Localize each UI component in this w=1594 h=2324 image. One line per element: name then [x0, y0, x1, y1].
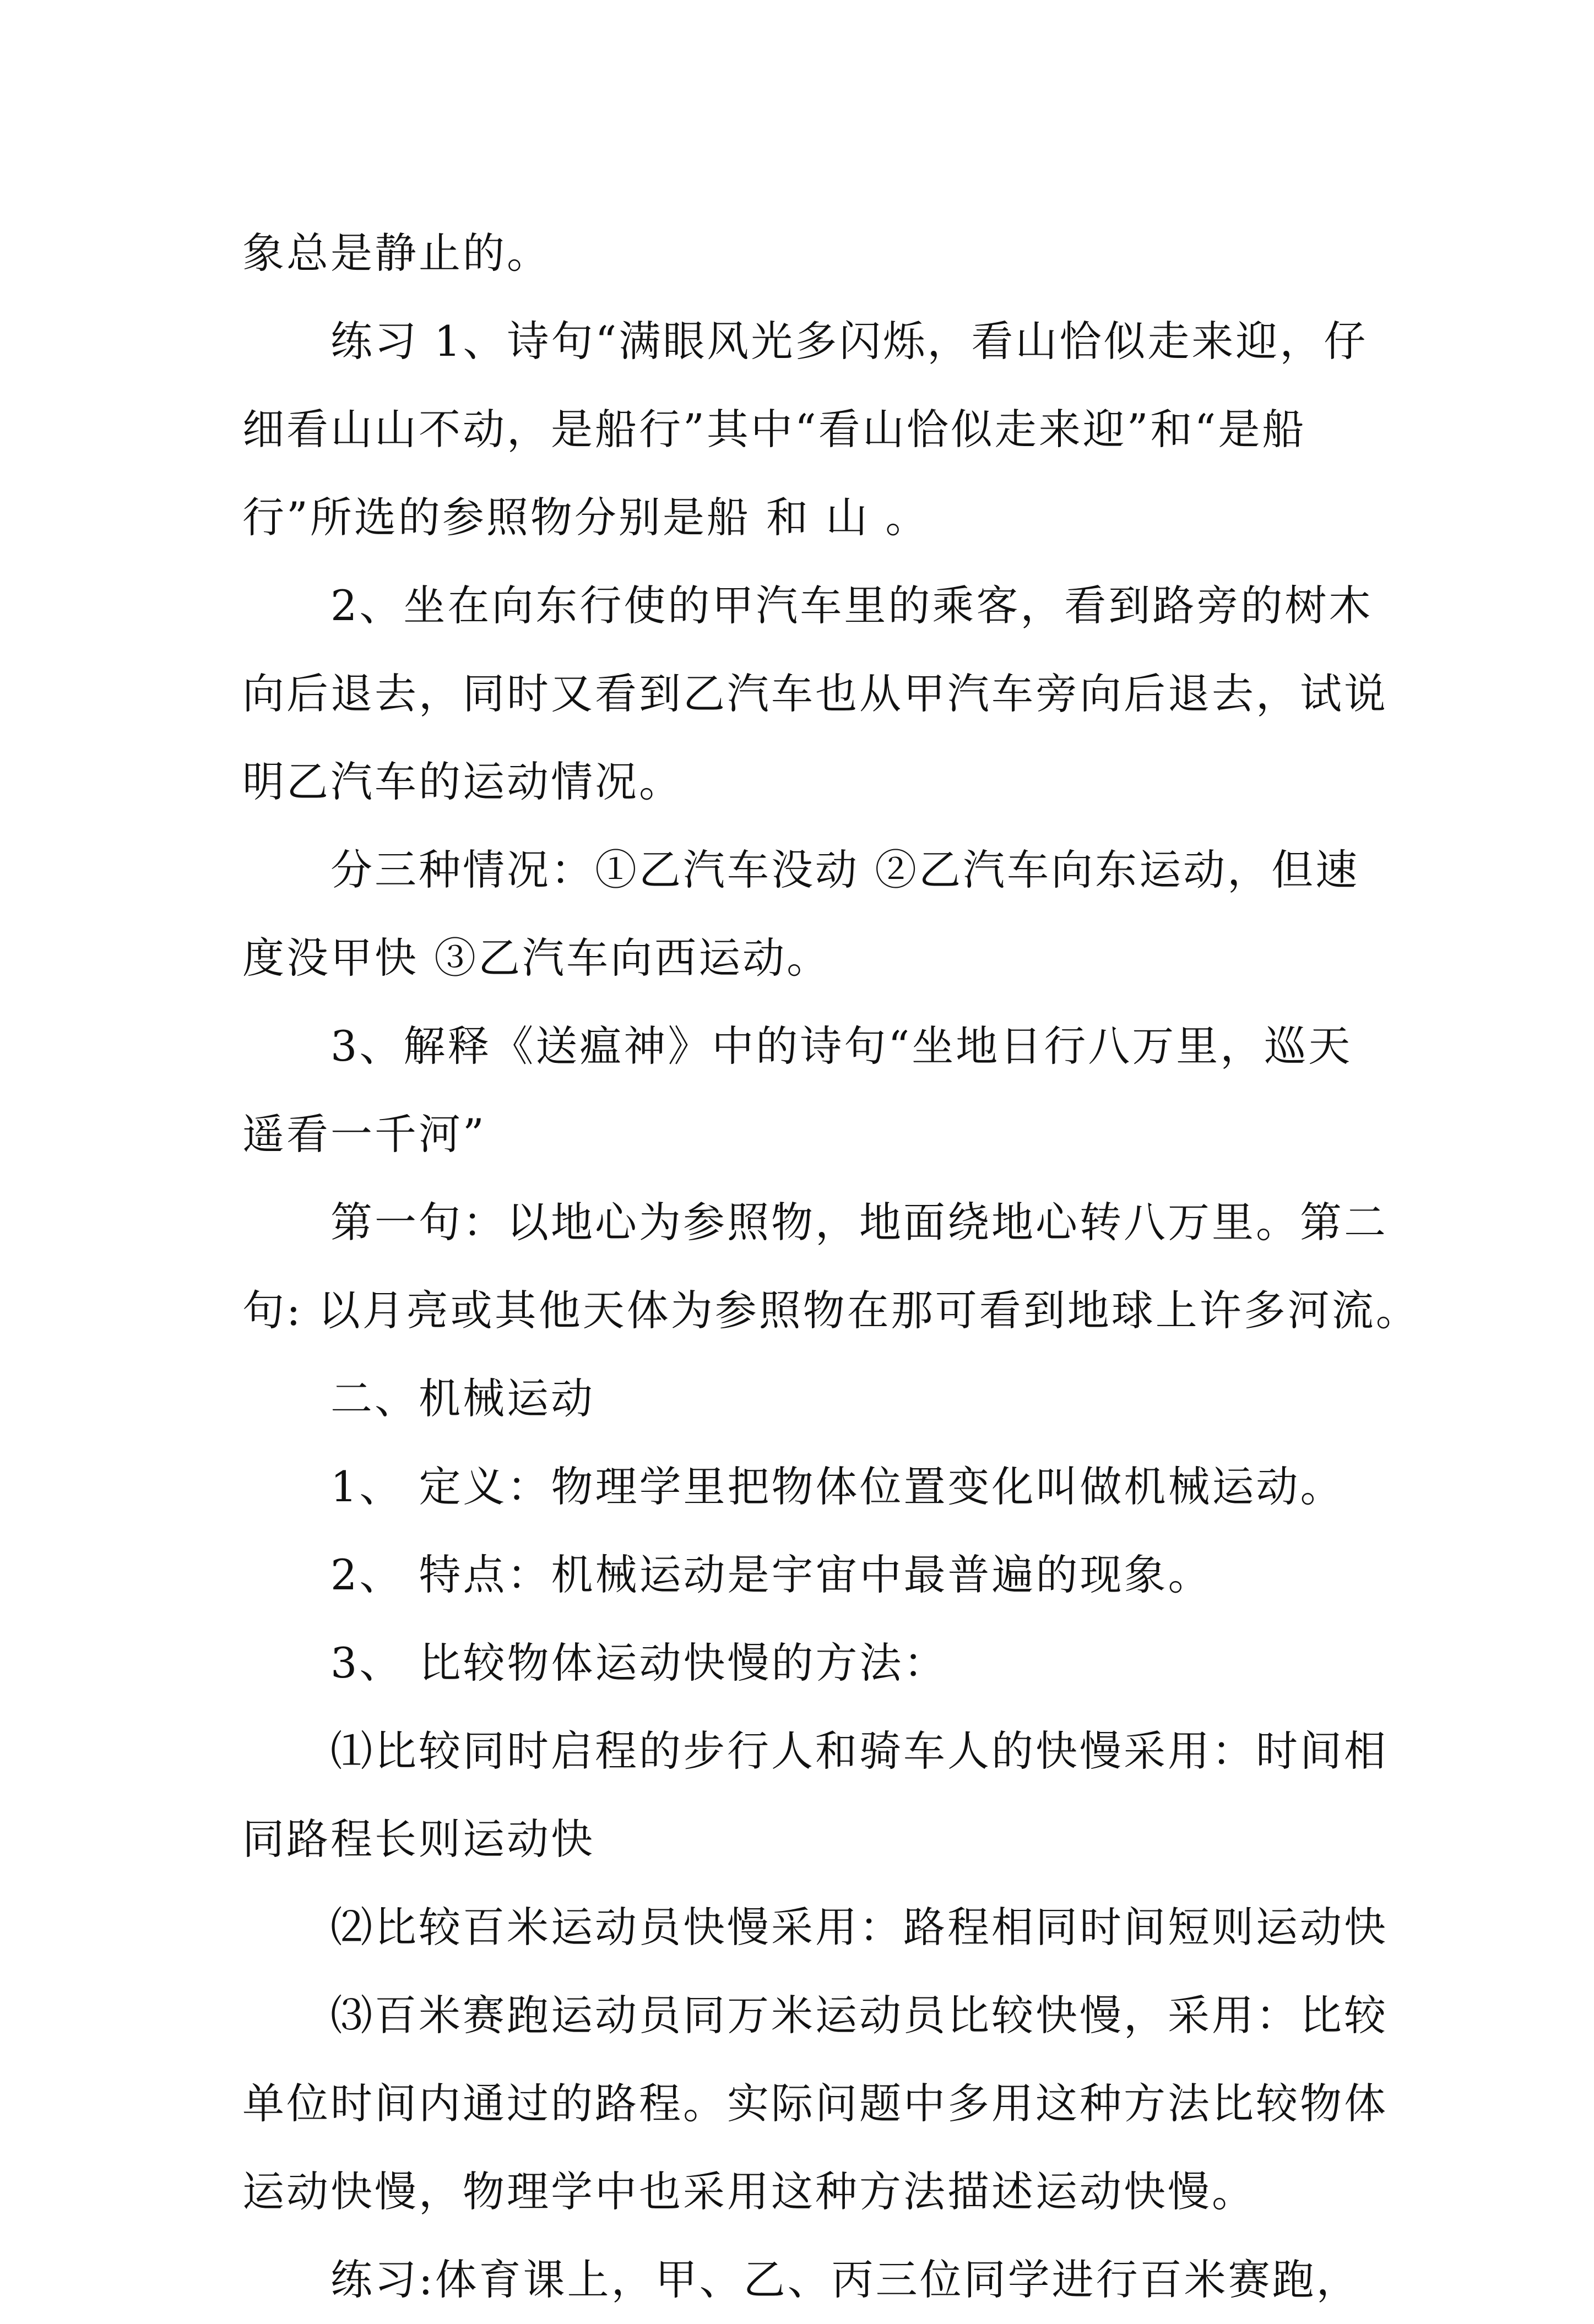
text-line: 向后退去，同时又看到乙汽车也从甲汽车旁向后退去，试说 — [242, 669, 1388, 718]
text-line: ⑵比较百米运动员快慢采用：路程相同时间短则运动快 — [330, 1903, 1388, 1952]
text-line: 度没甲快 ③乙汽车向西运动。 — [242, 933, 831, 982]
text-line: 2、坐在向东行使的甲汽车里的乘客，看到路旁的树木 — [330, 581, 1373, 630]
text-line: 3、 比较物体运动快慢的方法： — [330, 1638, 948, 1687]
text-line: 同路程长则运动快 — [242, 1815, 595, 1864]
text-line: 单位时间内通过的路程。实际问题中多用这种方法比较物体 — [242, 2079, 1388, 2128]
text-line: 练习 1、诗句“满眼风光多闪烁，看山恰似走来迎，仔 — [330, 317, 1368, 366]
text-line: 遥看一千河” — [242, 1110, 486, 1159]
text-line: 明乙汽车的运动情况。 — [242, 757, 683, 806]
text-line: 第一句：以地心为参照物，地面绕地心转八万里。第二 — [330, 1198, 1388, 1247]
text-line: 1、 定义：物理学里把物体位置变化叫做机械运动。 — [330, 1462, 1344, 1511]
text-line: 象总是静止的。 — [242, 229, 551, 278]
section-heading: 二、机械运动 — [330, 1374, 595, 1423]
text-line: 运动快慢，物理学中也采用这种方法描述运动快慢。 — [242, 2167, 1256, 2216]
text-line: 3、解释《送瘟神》中的诗句“坐地日行八万里，巡天 — [330, 1022, 1353, 1071]
text-line: ⑶百米赛跑运动员同万米运动员比较快慢，采用：比较 — [330, 1991, 1388, 2040]
text-line: 行”所选的参照物分别是船 和 山 。 — [242, 493, 930, 542]
document-page — [242, 209, 1420, 2324]
text-line: 分三种情况：①乙汽车没动 ②乙汽车向东运动，但速 — [330, 845, 1360, 894]
text-line: ⑴比较同时启程的步行人和骑车人的快慢采用：时间相 — [330, 1726, 1388, 1775]
text-line: 2、 特点：机械运动是宇宙中最普遍的现象。 — [330, 1550, 1212, 1599]
text-line: 练习:体育课上，甲、乙、丙三位同学进行百米赛跑， — [330, 2255, 1360, 2304]
text-line: 细看山山不动，是船行”其中“看山恰似走来迎”和“是船 — [242, 405, 1306, 454]
text-line: 句: 以月亮或其他天体为参照物在那可看到地球上许多河流。 — [242, 1286, 1420, 1335]
